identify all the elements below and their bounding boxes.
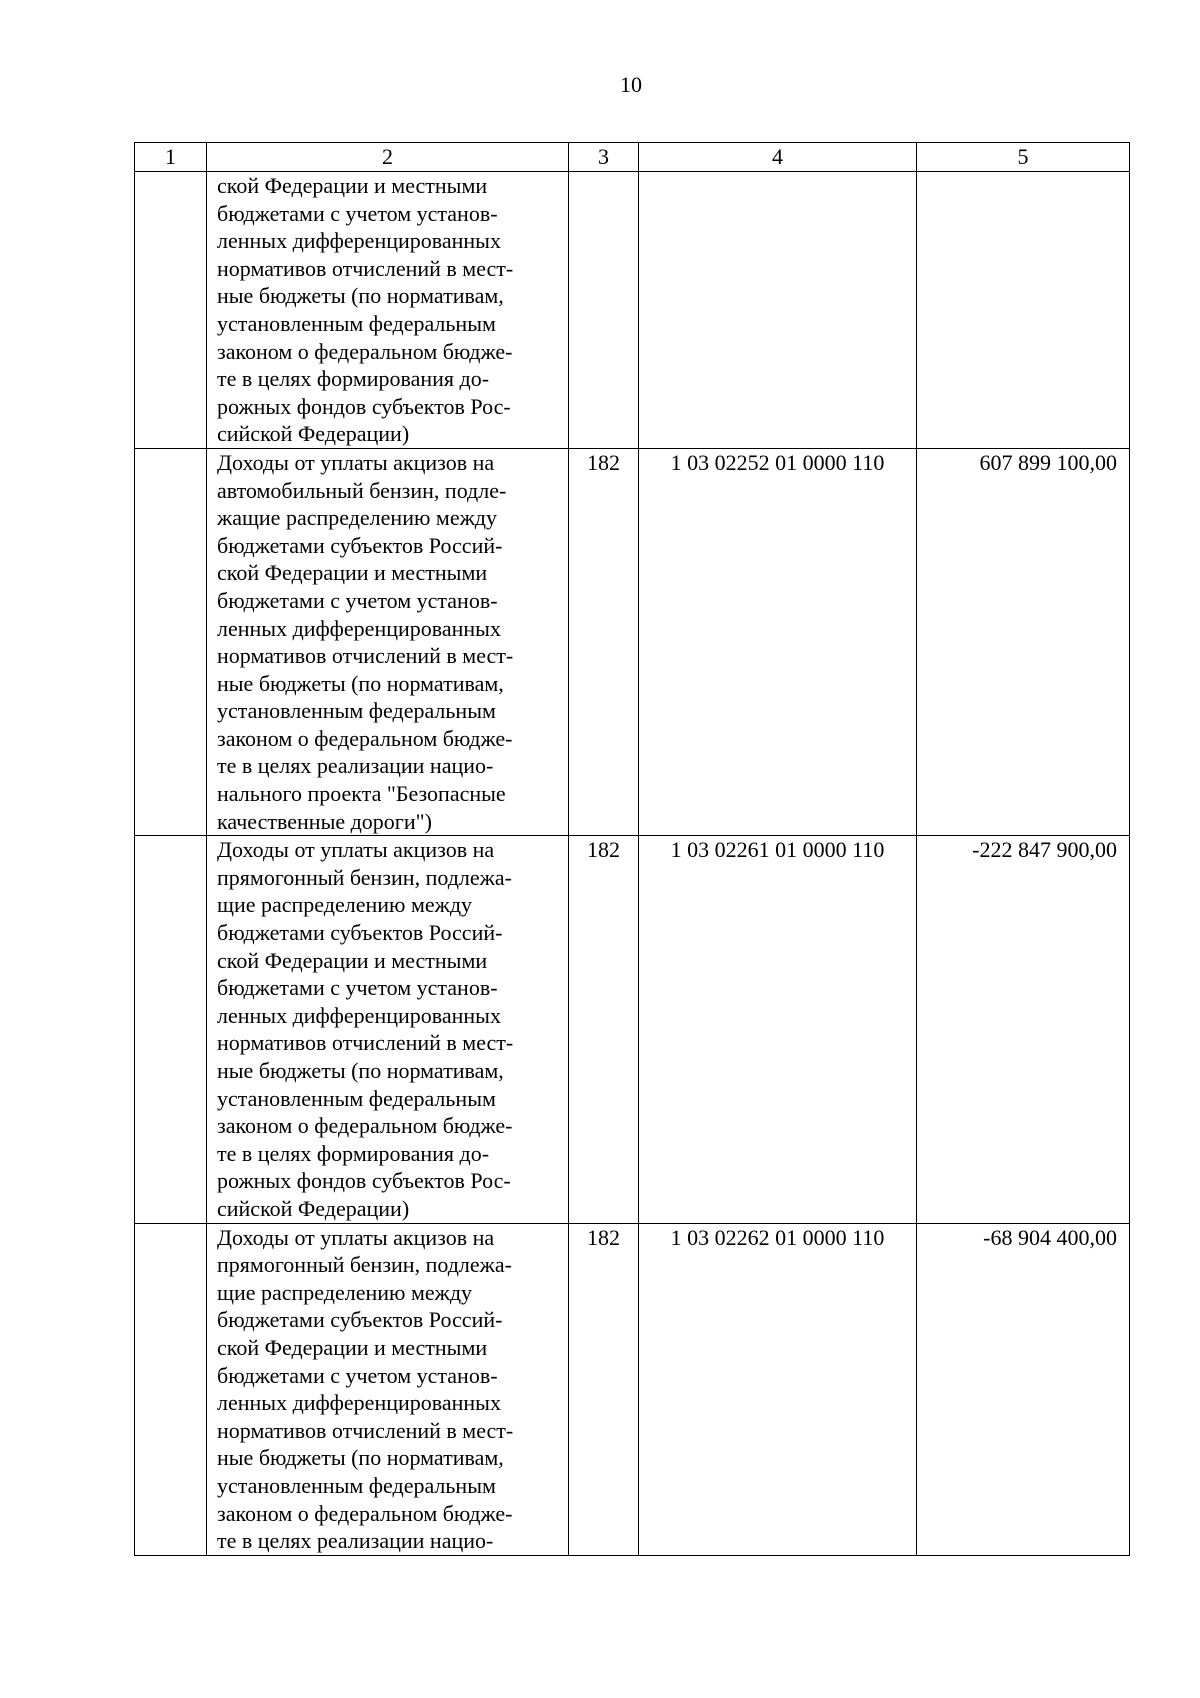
revenue-name-line: автомобильный бензин, подле- (217, 477, 507, 503)
revenue-name-line: рожных фондов субъектов Рос- (217, 393, 511, 419)
revenue-name-line: нормативов отчислений в мест- (217, 1030, 514, 1056)
revenue-name-line: прямогонный бензин, подлежа- (217, 1252, 512, 1278)
revenue-name-line: установленным федеральным (217, 1085, 496, 1111)
revenue-table (134, 142, 1130, 1556)
revenue-name-line: те в целях формирования до- (217, 366, 490, 392)
revenue-name-line: нормативов отчислений в мест- (217, 643, 514, 669)
revenue-name-line: бюджетами субъектов Россий- (217, 1307, 503, 1333)
revenue-name-line: бюджетами субъектов Россий- (217, 920, 503, 946)
revenue-name-line: бюджетами с учетом установ- (217, 200, 498, 226)
row-number-cell (135, 1223, 207, 1555)
revenue-name-line: щие распределению между (217, 1279, 473, 1305)
revenue-name-line: сийской Федерации) (217, 1195, 410, 1221)
revenue-name-line: ленных дифференцированных (217, 1390, 501, 1416)
revenue-name-line: Доходы от уплаты акцизов на (217, 449, 495, 475)
amount-cell: -222 847 900,00 (917, 836, 1130, 1223)
budget-classification-code-cell: 1 03 02261 01 0000 110 (639, 836, 917, 1223)
revenue-name-line: рожных фондов субъектов Рос- (217, 1168, 511, 1194)
revenue-name-line: законом о федеральном бюдже- (217, 1500, 513, 1526)
row-number-cell (135, 836, 207, 1223)
header-row (135, 143, 1130, 172)
revenue-name-line: бюджетами с учетом установ- (217, 1362, 498, 1388)
revenue-name-line: ные бюджеты (по нормативам, (217, 283, 504, 309)
table-row (135, 172, 1130, 449)
revenue-name-line: жащие распределению между (217, 505, 497, 531)
row-number-cell (135, 172, 207, 449)
revenue-name-line: бюджетами с учетом установ- (217, 975, 498, 1001)
revenue-name-line: те в целях реализации нацио- (217, 1528, 494, 1554)
page-number: 10 (620, 72, 642, 97)
revenue-name-cell (207, 1223, 569, 1555)
revenue-name-line: те в целях формирования до- (217, 1140, 490, 1166)
amount-cell (917, 172, 1130, 449)
table-row (135, 1223, 1130, 1555)
table-body (135, 172, 1130, 1556)
budget-classification-code-cell: 1 03 02252 01 0000 110 (639, 448, 917, 835)
revenue-name-line: ской Федерации и местными (217, 1334, 488, 1360)
revenue-name-line: установленным федеральным (217, 1472, 496, 1498)
revenue-name-line: нормативов отчислений в мест- (217, 255, 514, 281)
revenue-name-line: ленных дифференцированных (217, 1002, 501, 1028)
column-header-5: 5 (917, 143, 1130, 172)
revenue-name-line: ленных дифференцированных (217, 615, 501, 641)
revenue-name-line: бюджетами с учетом установ- (217, 587, 498, 613)
revenue-name-line: ленных дифференцированных (217, 228, 501, 254)
revenue-name-line: бюджетами субъектов Россий- (217, 532, 503, 558)
revenue-name-line: прямогонный бензин, подлежа- (217, 864, 512, 890)
table-row (135, 836, 1130, 1223)
revenue-name-line: ской Федерации и местными (217, 560, 488, 586)
administrator-code-cell (569, 172, 639, 449)
revenue-name-line: нального проекта "Безопасные (217, 781, 506, 807)
column-header-3: 3 (569, 143, 639, 172)
table-row (135, 448, 1130, 835)
revenue-name-line: те в целях реализации нацио- (217, 753, 494, 779)
administrator-code-cell: 182 (569, 448, 639, 835)
revenue-name-line: ской Федерации и местными (217, 173, 488, 198)
amount-cell: -68 904 400,00 (917, 1223, 1130, 1555)
column-header-4: 4 (639, 143, 917, 172)
administrator-code-cell: 182 (569, 836, 639, 1223)
revenue-name-line: установленным федеральным (217, 698, 496, 724)
revenue-name-line: Доходы от уплаты акцизов на (217, 1224, 495, 1250)
table-header (135, 143, 1130, 172)
revenue-name-line: Доходы от уплаты акцизов на (217, 837, 495, 863)
revenue-name-line: ные бюджеты (по нормативам, (217, 1058, 504, 1083)
column-header-1: 1 (135, 143, 207, 172)
revenue-name-line: ные бюджеты (по нормативам, (217, 1445, 504, 1471)
administrator-code-cell: 182 (569, 1223, 639, 1555)
revenue-name-cell (207, 836, 569, 1223)
revenue-name-line: законом о федеральном бюдже- (217, 725, 513, 751)
revenue-name-cell (207, 448, 569, 835)
revenue-name-line: качественные дороги") (217, 808, 432, 834)
revenue-name-line: ные бюджеты (по нормативам, (217, 670, 504, 696)
revenue-name-line: ской Федерации и местными (217, 947, 488, 973)
revenue-name-line: законом о федеральном бюдже- (217, 338, 513, 364)
amount-cell: 607 899 100,00 (917, 448, 1130, 835)
budget-classification-code-cell (639, 172, 917, 449)
revenue-name-line: сийской Федерации) (217, 421, 410, 447)
row-number-cell (135, 448, 207, 835)
revenue-name-line: установленным федеральным (217, 310, 496, 336)
revenue-name-line: нормативов отчислений в мест- (217, 1417, 514, 1443)
revenue-name-line: щие распределению между (217, 892, 473, 918)
revenue-name-line: законом о федеральном бюдже- (217, 1113, 513, 1139)
budget-classification-code-cell: 1 03 02262 01 0000 110 (639, 1223, 917, 1555)
revenue-name-cell (207, 172, 569, 449)
column-header-2: 2 (207, 143, 569, 172)
